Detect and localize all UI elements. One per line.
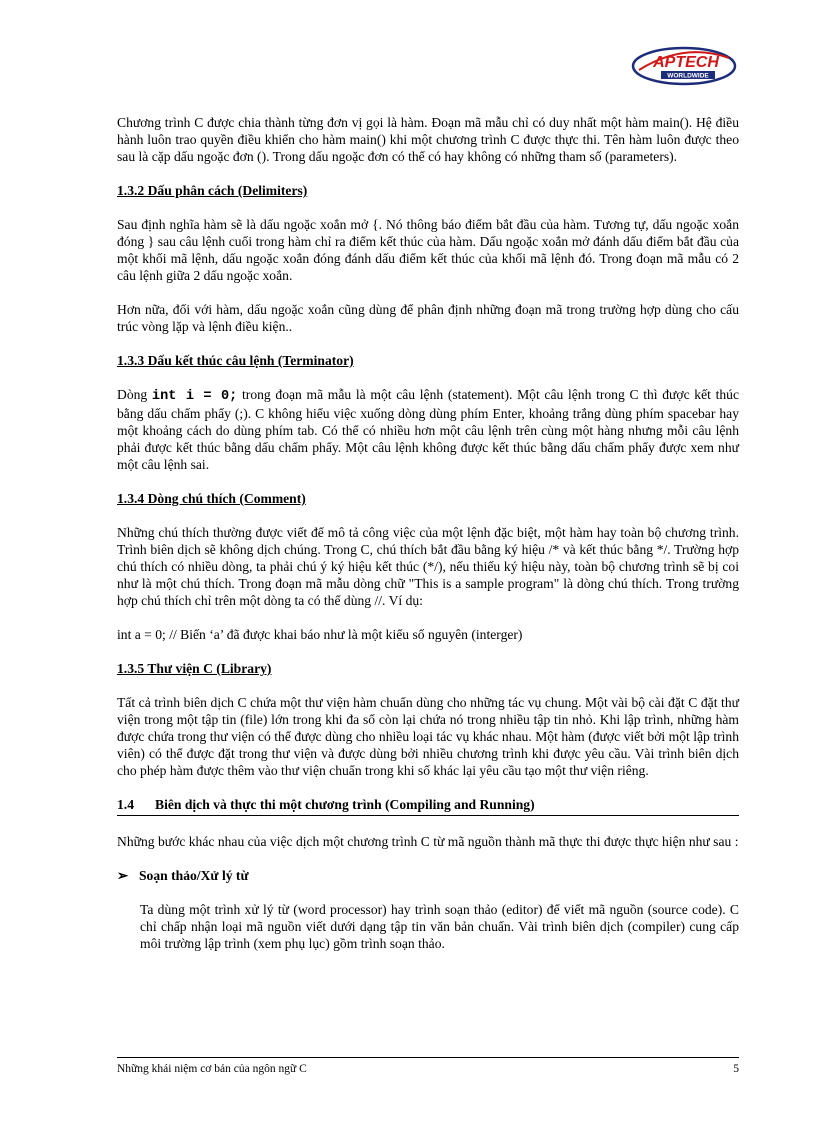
- comment-paragraph: Những chú thích thường được viết để mô tả công việc của một lệnh đặc biệt, một hàm hay toàn bộ chương trình. Trình biên dịch sẽ không dịch chúng. Trong C, chú thích bắt đầu bằng ký hiệu /* và kết thúc bằng */. Trường hợp chú thích có nhiều dòng, ta phải chú ý ký hiệu kết thúc (*/), nếu thiếu ký hiệu này, toàn bộ chương trình sẽ bị coi như là một chú thích. Trong đoạn mã mẫu dòng chữ "This is a sample program" là dòng chú thích. Trong trường hợp chú thích chỉ trên một dòng ta có thể dùng //. Ví dụ:: [117, 525, 739, 608]
- terminator-text-before: Dòng: [117, 387, 152, 402]
- comment-example: int a = 0; // Biến ‘a’ đã được khai báo như là một kiểu số nguyên (interger): [117, 627, 523, 642]
- compiling-paragraph: Những bước khác nhau của việc dịch một chương trình C từ mã nguồn thành mã thực thi được thực hiện như sau :: [117, 834, 739, 849]
- section-1-3-4-heading: 1.3.4 Dòng chú thích (Comment): [117, 491, 306, 506]
- aptech-logo: [631, 46, 737, 86]
- terminator-text-after: trong đoạn mã mẫu là một câu lệnh (statement). Một câu lệnh trong C thì được kết thúc bằng dấu chấm phẩy (;). C không hiểu việc xuống dòng dùng phím Enter, khoảng trắng dùng phím spacebar hay một khoảng cách do dùng phím tab. Có thể có nhiều hơn một câu lệnh trên cùng một hàng nhưng mỗi câu lệnh phải được kết thúc bằng dấu chấm phẩy. Một câu lệnh không được kết thúc bằng dấu chấm phẩy được xem như một câu lệnh sai.: [117, 387, 740, 472]
- terminator-paragraph: [117, 386, 739, 473]
- page-content: [117, 114, 739, 952]
- page-footer: [117, 1057, 739, 1075]
- library-paragraph: Tất cả trình biên dịch C chứa một thư viện hàm chuẩn dùng cho những tác vụ chung. Một vài bộ cài đặt C đặt thư viện trong một tập tin (file) lớn trong khi đa số còn lại chứa nó trong nhiều tập tin nhỏ. Khi lập trình, những hàm được chứa trong thư viện có thể được dùng cho nhiều loại tác vụ khác nhau. Một hàm (được viết bởi một lập trình viên) có thể được đặt trong thư viện và được dùng bởi nhiều chương trình khi được yêu cầu. Vài trình biên dịch cho phép hàm được thêm vào thư viện chuẩn trong khi số khác lại yêu cầu tạo một thư viện riêng.: [117, 695, 739, 778]
- section-1-4-heading: [117, 796, 739, 816]
- svg-text:APTECH: APTECH: [653, 54, 719, 71]
- footer-title: Những khái niệm cơ bản của ngôn ngữ C: [117, 1063, 307, 1075]
- section-1-3-2-heading: 1.3.2 Dấu phân cách (Delimiters): [117, 183, 308, 198]
- section-1-3-5-heading: 1.3.5 Thư viện C (Library): [117, 661, 272, 676]
- section-1-3-3-heading: 1.3.3 Dấu kết thúc câu lệnh (Terminator): [117, 353, 354, 368]
- editing-paragraph: Ta dùng một trình xử lý từ (word processor) hay trình soạn thảo (editor) để viết mã nguồn (source code). C chỉ chấp nhận loại mã nguồn viết dưới dạng tập tin văn bản chuẩn. Vài trình biên dịch (compiler) cung cấp môi trường lập trình (xem phụ lục) gồm trình soạn thảo.: [140, 902, 739, 951]
- delimiters-paragraph-1: Sau định nghĩa hàm sẽ là dấu ngoặc xoắn mở {. Nó thông báo điểm bắt đầu của hàm. Tương tự, dấu ngoặc xoắn đóng } sau câu lệnh cuối trong hàm chỉ ra điểm kết thúc của hàm. Dấu ngoặc xoắn mở đánh dấu điểm bắt đầu của một khối mã lệnh, dấu ngoặc xoắn đóng đánh dấu điểm kết thúc của khối mã lệnh đó. Trong đoạn mã mẫu có 2 câu lệnh giữa 2 dấu ngoặc xoắn.: [117, 217, 739, 283]
- page-number: 5: [733, 1063, 739, 1075]
- arrow-bullet-icon: ➢: [117, 868, 129, 883]
- svg-text:WORLDWIDE: WORLDWIDE: [667, 72, 709, 80]
- section-1-4-number: 1.4: [117, 797, 134, 812]
- bullet-editing-title: Soạn thảo/Xử lý từ: [139, 868, 249, 883]
- section-1-4-title: Biên dịch và thực thi một chương trình (Compiling and Running): [155, 797, 535, 812]
- code-snippet: int i = 0;: [151, 389, 238, 404]
- bullet-editing: [117, 867, 739, 884]
- delimiters-paragraph-2: Hơn nữa, đối với hàm, dấu ngoặc xoắn cũng dùng để phân định những đoạn mã trong trường hợp dùng cho cấu trúc vòng lặp và lệnh điều kiện..: [117, 302, 739, 334]
- intro-paragraph: Chương trình C được chia thành từng đơn vị gọi là hàm. Đoạn mã mẫu chỉ có duy nhất một hàm main(). Hệ điều hành luôn trao quyền điều khiển cho hàm main() khi một chương trình C được thực thi. Tên hàm luôn được theo sau là cặp dấu ngoặc đơn (). Trong dấu ngoặc đơn có thể có hay không có những tham số (parameters).: [117, 115, 739, 164]
